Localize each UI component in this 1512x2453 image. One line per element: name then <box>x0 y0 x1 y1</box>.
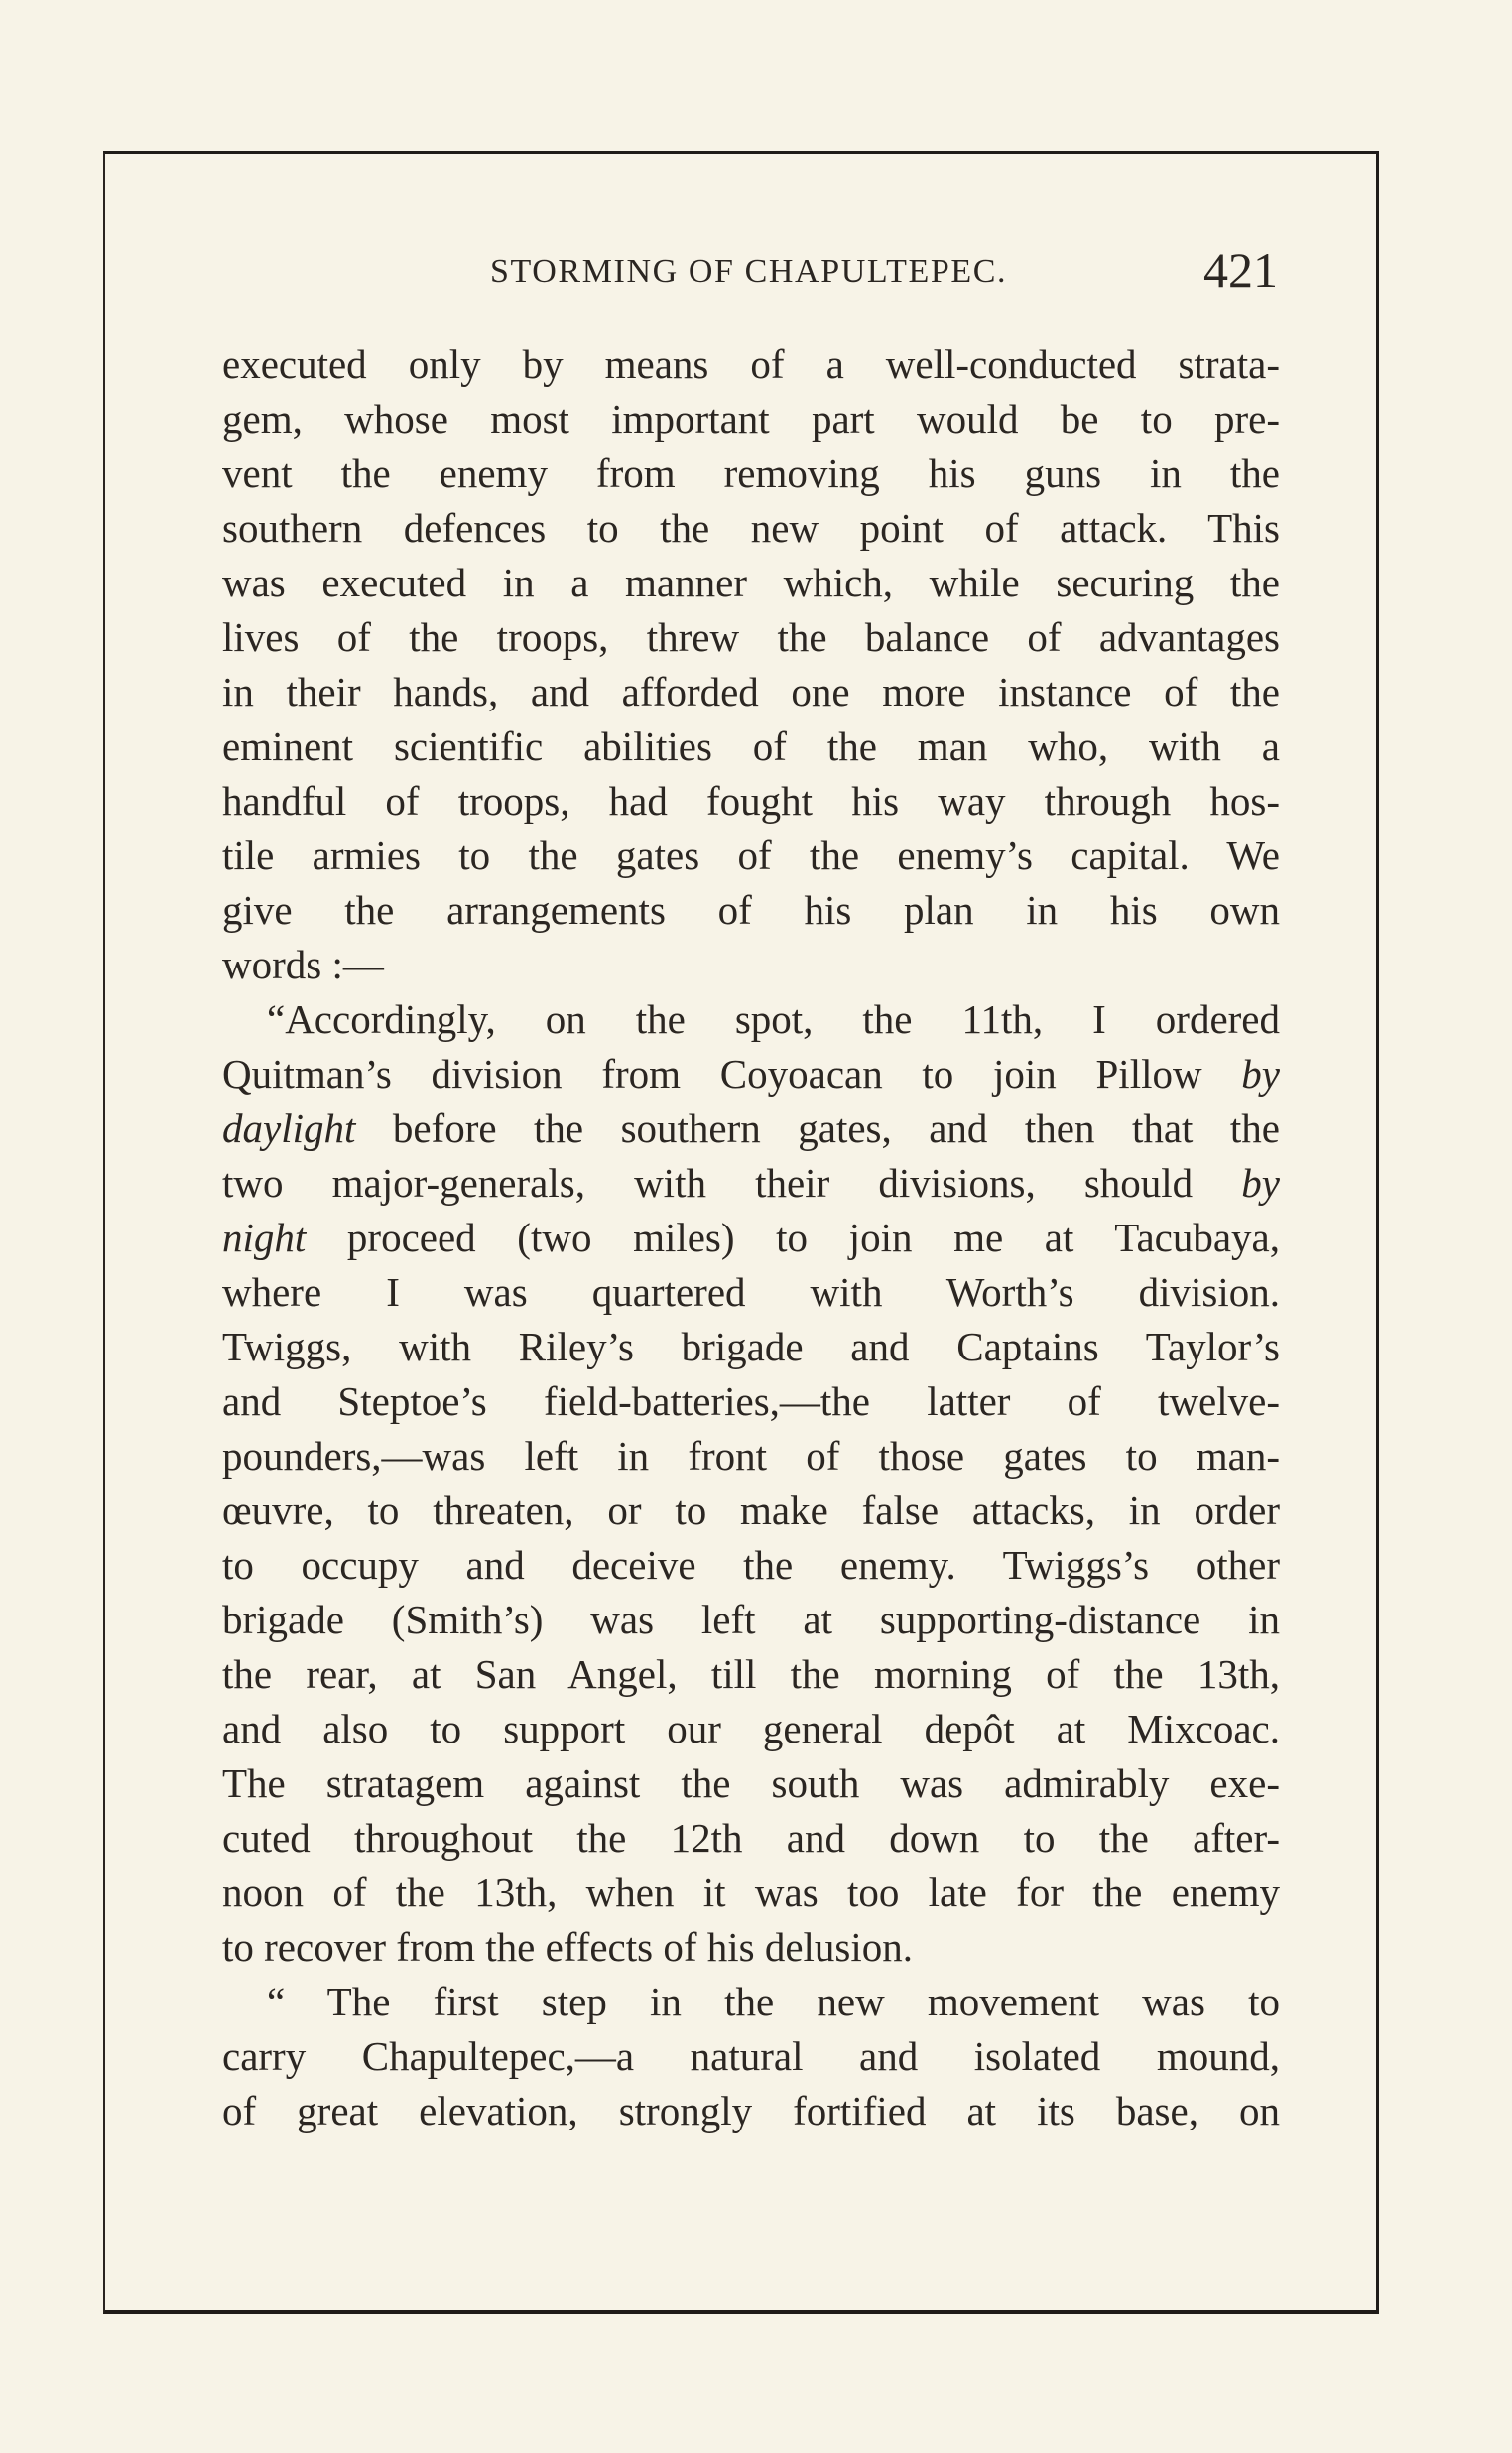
text-line <box>222 938 1280 992</box>
text-line <box>222 1920 1280 1975</box>
italic-text: night <box>222 1215 307 1260</box>
text-line <box>222 2029 1280 2084</box>
text-line <box>222 1975 1280 2029</box>
text-segment: tile armies to the gates of the enemy’s capital. We <box>222 833 1280 878</box>
text-segment: two major-generals, with their divisions, should <box>222 1160 1242 1206</box>
text-segment: and also to support our general depôt at Mixcoac. <box>222 1706 1280 1751</box>
text-line <box>222 2084 1280 2138</box>
running-head <box>218 241 1278 301</box>
text-line <box>222 1429 1280 1484</box>
text-segment: œuvre, to threaten, or to make false attacks, in order <box>222 1487 1280 1533</box>
text-line <box>222 1647 1280 1702</box>
text-line <box>222 1265 1280 1320</box>
text-line <box>222 1374 1280 1429</box>
text-segment: proceed (two miles) to join me at Tacubaya, <box>306 1215 1280 1260</box>
text-segment: brigade (Smith’s) was left at supporting-distance in <box>222 1597 1280 1642</box>
text-line <box>222 1484 1280 1538</box>
text-segment: before the southern gates, and then that the <box>355 1105 1280 1151</box>
text-segment: Twiggs, with Riley’s brigade and Captains Taylor’s <box>222 1324 1280 1369</box>
text-segment: the rear, at San Angel, till the morning of the 13th, <box>222 1651 1280 1697</box>
italic-text: by <box>1241 1051 1280 1097</box>
text-line <box>222 1866 1280 1920</box>
body-text <box>222 337 1280 2138</box>
text-segment: in their hands, and afforded one more instance of the <box>222 669 1280 714</box>
text-line <box>222 774 1280 829</box>
text-line <box>222 883 1280 938</box>
text-segment: lives of the troops, threw the balance of advantages <box>222 614 1280 660</box>
text-line <box>222 1538 1280 1593</box>
text-segment: “Accordingly, on the spot, the 11th, I ordered <box>267 996 1280 1042</box>
text-segment: noon of the 13th, when it was too late for the enemy <box>222 1870 1280 1915</box>
text-line <box>222 501 1280 556</box>
text-segment: “ The first step in the new movement was to <box>267 1979 1280 2024</box>
text-line <box>222 1156 1280 1211</box>
text-line <box>222 665 1280 719</box>
text-segment: of great elevation, strongly fortified at its base, on <box>222 2088 1280 2133</box>
text-segment: words :— <box>222 942 384 987</box>
text-segment: southern defences to the new point of attack. This <box>222 505 1280 551</box>
text-segment: give the arrangements of his plan in his own <box>222 887 1280 933</box>
text-line <box>222 829 1280 883</box>
text-segment: cuted throughout the 12th and down to the after- <box>222 1815 1280 1861</box>
text-segment: carry Chapultepec,—a natural and isolated mound, <box>222 2033 1280 2079</box>
text-segment: eminent scientific abilities of the man who, with a <box>222 723 1280 769</box>
text-segment: to recover from the effects of his delusion. <box>222 1924 914 1970</box>
text-line <box>222 1756 1280 1811</box>
text-segment: gem, whose most important part would be to pre- <box>222 396 1280 442</box>
text-segment: executed only by means of a well-conducted strata- <box>222 341 1280 387</box>
text-line <box>222 1811 1280 1866</box>
text-line <box>222 1211 1280 1265</box>
text-segment: pounders,—was left in front of those gates to man- <box>222 1433 1280 1479</box>
text-line <box>222 1593 1280 1647</box>
text-segment: to occupy and deceive the enemy. Twiggs’s other <box>222 1542 1280 1588</box>
text-line <box>222 992 1280 1047</box>
page-number: 421 <box>1203 242 1278 298</box>
text-line <box>222 447 1280 501</box>
italic-text: daylight <box>222 1105 356 1151</box>
text-line <box>222 1101 1280 1156</box>
text-segment: Quitman’s division from Coyoacan to join Pillow <box>222 1051 1242 1097</box>
text-line <box>222 556 1280 610</box>
text-segment: where I was quartered with Worth’s division. <box>222 1269 1280 1315</box>
text-segment: and Steptoe’s field-batteries,—the latter of twelve- <box>222 1378 1280 1424</box>
text-segment: The stratagem against the south was admirably exe- <box>222 1760 1280 1806</box>
text-line <box>222 1047 1280 1101</box>
text-segment: was executed in a manner which, while securing the <box>222 560 1280 605</box>
italic-text: by <box>1241 1160 1280 1206</box>
text-line <box>222 1702 1280 1756</box>
text-segment: vent the enemy from removing his guns in the <box>222 451 1280 496</box>
text-segment: handful of troops, had fought his way through hos- <box>222 778 1280 824</box>
text-line <box>222 392 1280 447</box>
running-title: STORMING OF CHAPULTEPEC. <box>490 253 1008 290</box>
text-line <box>222 719 1280 774</box>
text-line <box>222 337 1280 392</box>
text-line <box>222 610 1280 665</box>
text-line <box>222 1320 1280 1374</box>
